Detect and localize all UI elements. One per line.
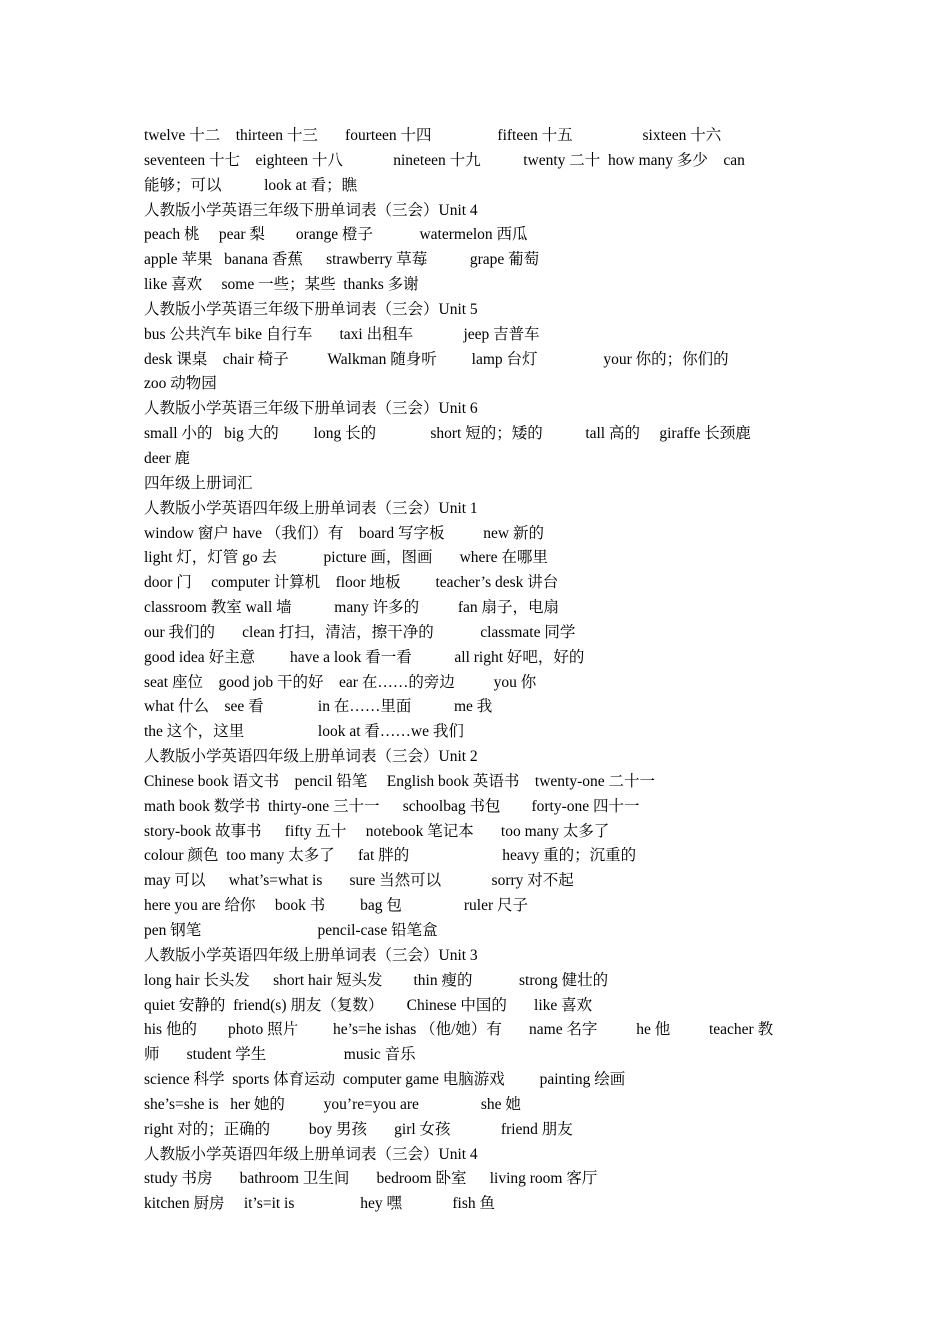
section-heading: 人教版小学英语四年级上册单词表（三会）Unit 3 <box>144 946 478 964</box>
text-line: long hair 长头发 short hair 短头发 thin 瘦的 strong 健壮的 <box>144 971 609 989</box>
text-line: apple 苹果 banana 香蕉 strawberry 草莓 grape 葡萄 <box>144 251 540 269</box>
section-heading: 四年级上册词汇 <box>144 474 253 492</box>
text-line: his 他的 photo 照片 he’s=he ishas （他/她）有 name 名字 he 他 teacher 教 <box>144 1021 774 1039</box>
text-line: what 什么 see 看 in 在……里面 me 我 <box>144 698 493 716</box>
text-line: quiet 安静的 friend(s) 朋友（复数） Chinese 中国的 like 喜欢 <box>144 996 593 1014</box>
text-line: 能够；可以 look at 看；瞧 <box>144 176 358 194</box>
text-line: twelve 十二 thirteen 十三 fourteen 十四 fifteen 十五 sixteen 十六 <box>144 127 722 144</box>
section-heading: 人教版小学英语三年级下册单词表（三会）Unit 6 <box>144 400 478 418</box>
section-heading: 人教版小学英语三年级下册单词表（三会）Unit 5 <box>144 300 478 318</box>
text-line: bus 公共汽车 bike 自行车 taxi 出租车 jeep 吉普车 <box>144 325 540 343</box>
text-line: math book 数学书 thirty-one 三十一 schoolbag 书包 forty-one 四十一 <box>144 797 640 815</box>
text-line: pen 钢笔 pencil-case 铅笔盒 <box>144 922 438 939</box>
text-line: our 我们的 clean 打扫，清洁，擦干净的 classmate 同学 <box>144 623 576 641</box>
section-heading: 人教版小学英语四年级上册单词表（三会）Unit 4 <box>144 1145 478 1163</box>
text-line: light 灯，灯管 go 去 picture 画，图画 where 在哪里 <box>144 549 548 567</box>
text-line: small 小的 big 大的 long 长的 short 短的；矮的 tall 高的 giraffe 长颈鹿 <box>144 425 751 443</box>
text-line: the 这个，这里 look at 看……we 我们 <box>144 723 464 741</box>
text-line: seat 座位 good job 干的好 ear 在……的旁边 you 你 <box>144 673 537 691</box>
text-line: science 科学 sports 体育运动 computer game 电脑游戏 painting 绘画 <box>144 1071 626 1089</box>
text-line: like 喜欢 some 一些；某些 thanks 多谢 <box>144 276 419 294</box>
text-line: colour 颜色 too many 太多了 fat 胖的 heavy 重的；沉重的 <box>144 847 637 865</box>
text-line: classroom 教室 wall 墙 many 许多的 fan 扇子，电扇 <box>144 599 560 617</box>
text-line: right 对的；正确的 boy 男孩 girl 女孩 friend 朋友 <box>144 1120 573 1138</box>
text-line: 师 student 学生 music 音乐 <box>144 1046 416 1064</box>
text-line: good idea 好主意 have a look 看一看 all right 好吧，好的 <box>144 648 585 666</box>
text-line: desk 课桌 chair 椅子 Walkman 随身听 lamp 台灯 your 你的；你们的 <box>144 350 729 368</box>
text-line: story-book 故事书 fifty 五十 notebook 笔记本 too many 太多了 <box>144 822 610 840</box>
text-line: kitchen 厨房 it’s=it is hey 嘿 fish 鱼 <box>144 1195 496 1213</box>
text-line: may 可以 what’s=what is sure 当然可以 sorry 对不起 <box>144 872 574 890</box>
section-heading: 人教版小学英语四年级上册单词表（三会）Unit 1 <box>144 499 478 517</box>
text-line: she’s=she is her 她的 you’re=you are she 她 <box>144 1095 521 1113</box>
text-line: Chinese book 语文书 pencil 铅笔 English book 英语书 twenty-one 二十一 <box>144 772 656 790</box>
text-line: here you are 给你 book 书 bag 包 ruler 尺子 <box>144 897 528 915</box>
text-line: deer 鹿 <box>144 449 191 467</box>
text-line: zoo 动物园 <box>144 375 217 393</box>
text-line: window 窗户 have （我们）有 board 写字板 new 新的 <box>144 524 544 542</box>
section-heading: 人教版小学英语三年级下册单词表（三会）Unit 4 <box>144 201 478 219</box>
section-heading: 人教版小学英语四年级上册单词表（三会）Unit 2 <box>144 748 478 766</box>
text-line: peach 桃 pear 梨 orange 橙子 watermelon 西瓜 <box>144 226 528 244</box>
text-line: seventeen 十七 eighteen 十八 nineteen 十九 twenty 二十 how many 多少 can <box>144 151 745 169</box>
text-line: door 门 computer 计算机 floor 地板 teacher’s desk 讲台 <box>144 574 559 592</box>
document-page <box>144 124 806 1217</box>
text-line: study 书房 bathroom 卫生间 bedroom 卧室 living room 客厅 <box>144 1170 598 1188</box>
